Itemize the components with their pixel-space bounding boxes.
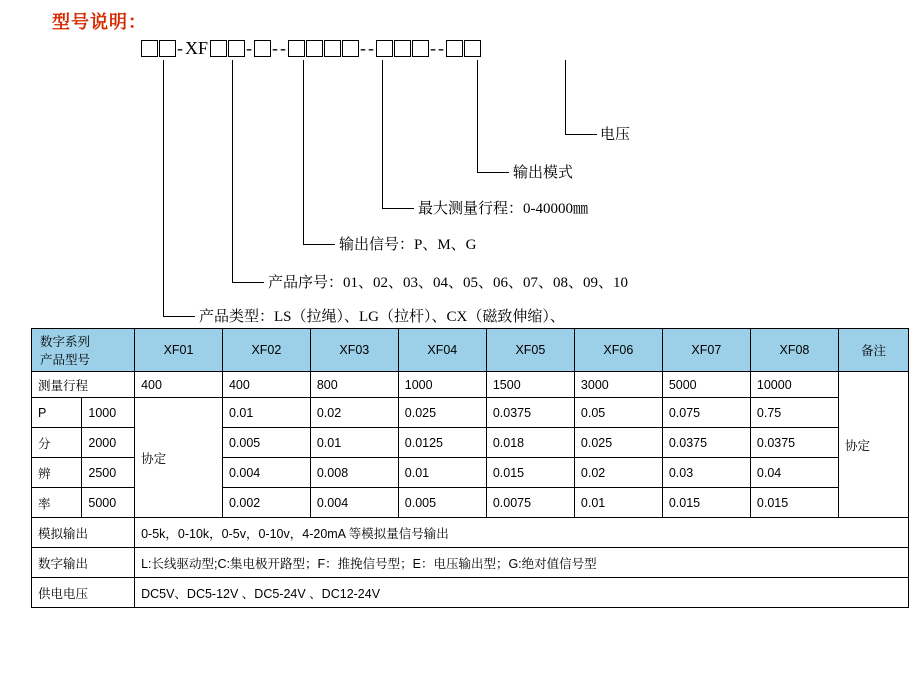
- label-max-range: 最大测量行程：0-40000㎜: [418, 201, 588, 217]
- res-1000-xf08: 0.75: [750, 398, 838, 428]
- res-5000-xf02: 0.002: [222, 488, 310, 518]
- header-xf07: XF07: [662, 329, 750, 372]
- res-2500-xf07: 0.03: [662, 458, 750, 488]
- label-product-type-line1: 产品类型：LS（拉绳）、LG（拉杆）、CX（磁致伸缩）、: [199, 309, 565, 325]
- resolution-sub-1000: 1000: [82, 398, 135, 428]
- code-box: [228, 40, 245, 57]
- leader-elbow-max-range: [382, 208, 414, 209]
- page-title: 型号说明：: [52, 12, 147, 32]
- code-dash: -: [280, 38, 287, 58]
- table-row-supply-voltage: [32, 578, 909, 608]
- model-code-diagram: [0, 36, 909, 325]
- leader-line-product-serial: [232, 60, 233, 282]
- res-2000-xf07: 0.0375: [662, 428, 750, 458]
- code-box: [210, 40, 227, 57]
- table-row-resolution-1000: [32, 398, 909, 428]
- code-group-serial: [209, 40, 245, 57]
- code-dash: -: [177, 38, 183, 58]
- code-box: [376, 40, 393, 57]
- res-2000-xf03: 0.01: [310, 428, 398, 458]
- res-1000-xf05: 0.0375: [486, 398, 574, 428]
- res-5000-xf05: 0.0075: [486, 488, 574, 518]
- res-5000-xf03: 0.004: [310, 488, 398, 518]
- res-2000-xf05: 0.018: [486, 428, 574, 458]
- res-2000-xf04: 0.0125: [398, 428, 486, 458]
- code-box: [306, 40, 323, 57]
- res-1000-xf04: 0.025: [398, 398, 486, 428]
- code-dash: -: [360, 38, 367, 58]
- row-label-range: 测量行程: [32, 372, 135, 398]
- code-box: [141, 40, 158, 57]
- table-row-digital-output: [32, 548, 909, 578]
- code-box: [446, 40, 463, 57]
- leader-line-max-range: [382, 60, 383, 208]
- resolution-label-p: P: [32, 398, 82, 428]
- header-xf02: XF02: [222, 329, 310, 372]
- resolution-label-fen: 分: [32, 428, 82, 458]
- table-header-row: [32, 329, 909, 372]
- code-group-output-mode: [375, 40, 429, 57]
- label-voltage: 电压: [600, 127, 631, 143]
- res-1000-xf06: 0.05: [574, 398, 662, 428]
- range-xf03: 800: [310, 372, 398, 398]
- range-xf08: 10000: [750, 372, 838, 398]
- code-dash: -: [368, 38, 375, 58]
- res-2000-xf08: 0.0375: [750, 428, 838, 458]
- code-box: [288, 40, 305, 57]
- row-label-analog-output: 模拟输出: [32, 518, 135, 548]
- header-model-cell: [32, 329, 135, 372]
- code-dash: -: [438, 38, 445, 58]
- code-box: [342, 40, 359, 57]
- leader-line-product-type: [163, 60, 164, 316]
- header-xf03: XF03: [310, 329, 398, 372]
- range-xf04: 1000: [398, 372, 486, 398]
- table-row-range: [32, 372, 909, 398]
- row-value-digital-output: L:长线驱动型;C:集电极开路型；F：推挽信号型；E：电压输出型；G:绝对值信号型: [135, 548, 909, 578]
- code-dash: -: [246, 38, 253, 58]
- specification-table: [31, 328, 909, 608]
- table-row-analog-output: [32, 518, 909, 548]
- code-group-signal: [253, 40, 271, 57]
- code-box: [394, 40, 411, 57]
- code-box: [464, 40, 481, 57]
- code-box: [412, 40, 429, 57]
- res-5000-xf07: 0.015: [662, 488, 750, 518]
- res-2500-xf06: 0.02: [574, 458, 662, 488]
- range-xf01: 400: [135, 372, 223, 398]
- res-2500-xf02: 0.004: [222, 458, 310, 488]
- label-output-mode: 输出模式: [513, 165, 574, 181]
- row-label-digital-output: 数字输出: [32, 548, 135, 578]
- range-xf02: 400: [222, 372, 310, 398]
- code-box: [159, 40, 176, 57]
- res-1000-xf03: 0.02: [310, 398, 398, 428]
- resolution-sub-2500: 2500: [82, 458, 135, 488]
- code-group-type: [140, 40, 176, 57]
- res-2500-xf08: 0.04: [750, 458, 838, 488]
- code-group-range: [287, 40, 359, 57]
- leader-line-voltage: [565, 60, 566, 134]
- resolution-sub-5000: 5000: [82, 488, 135, 518]
- header-xf05: XF05: [486, 329, 574, 372]
- res-2000-xf06: 0.025: [574, 428, 662, 458]
- range-xf06: 3000: [574, 372, 662, 398]
- code-box: [254, 40, 271, 57]
- res-2500-xf03: 0.008: [310, 458, 398, 488]
- header-note: 备注: [838, 329, 908, 372]
- leader-elbow-output-signal: [303, 244, 335, 245]
- leader-elbow-product-type: [163, 316, 195, 317]
- code-group-voltage: [445, 40, 481, 57]
- res-5000-xf04: 0.005: [398, 488, 486, 518]
- resolution-label-bian: 辨: [32, 458, 82, 488]
- label-product-serial: 产品序号：01、02、03、04、05、06、07、08、09、10: [268, 275, 629, 291]
- row-label-supply-voltage: 供电电压: [32, 578, 135, 608]
- model-code-line: [140, 40, 481, 57]
- header-model-line2: 产品型号: [40, 353, 91, 367]
- header-xf01: XF01: [135, 329, 223, 372]
- leader-elbow-output-mode: [477, 172, 509, 173]
- label-output-signal: 输出信号：P、M、G: [339, 237, 477, 253]
- code-text-xf: XF: [185, 38, 209, 58]
- row-value-analog-output: 0-5k，0-10k，0-5v，0-10v，4-20mA 等模拟量信号输出: [135, 518, 909, 548]
- leader-elbow-product-serial: [232, 282, 264, 283]
- res-5000-xf08: 0.015: [750, 488, 838, 518]
- res-5000-xf06: 0.01: [574, 488, 662, 518]
- code-dash: -: [430, 38, 437, 58]
- note-merged-cell: 协定: [838, 372, 908, 518]
- resolution-xf01-merged: 协定: [135, 398, 223, 518]
- res-2500-xf05: 0.015: [486, 458, 574, 488]
- leader-line-output-signal: [303, 60, 304, 244]
- res-1000-xf07: 0.075: [662, 398, 750, 428]
- header-xf08: XF08: [750, 329, 838, 372]
- leader-line-output-mode: [477, 60, 478, 172]
- code-dash: -: [272, 38, 279, 58]
- range-xf07: 5000: [662, 372, 750, 398]
- row-value-supply-voltage: DC5V、DC5-12V 、DC5-24V 、DC12-24V: [135, 578, 909, 608]
- header-xf06: XF06: [574, 329, 662, 372]
- res-1000-xf02: 0.01: [222, 398, 310, 428]
- res-2500-xf04: 0.01: [398, 458, 486, 488]
- resolution-label-lv: 率: [32, 488, 82, 518]
- leader-elbow-voltage: [565, 134, 597, 135]
- header-model-line1: 数字系列: [40, 335, 91, 349]
- res-2000-xf02: 0.005: [222, 428, 310, 458]
- code-box: [324, 40, 341, 57]
- header-xf04: XF04: [398, 329, 486, 372]
- resolution-sub-2000: 2000: [82, 428, 135, 458]
- range-xf05: 1500: [486, 372, 574, 398]
